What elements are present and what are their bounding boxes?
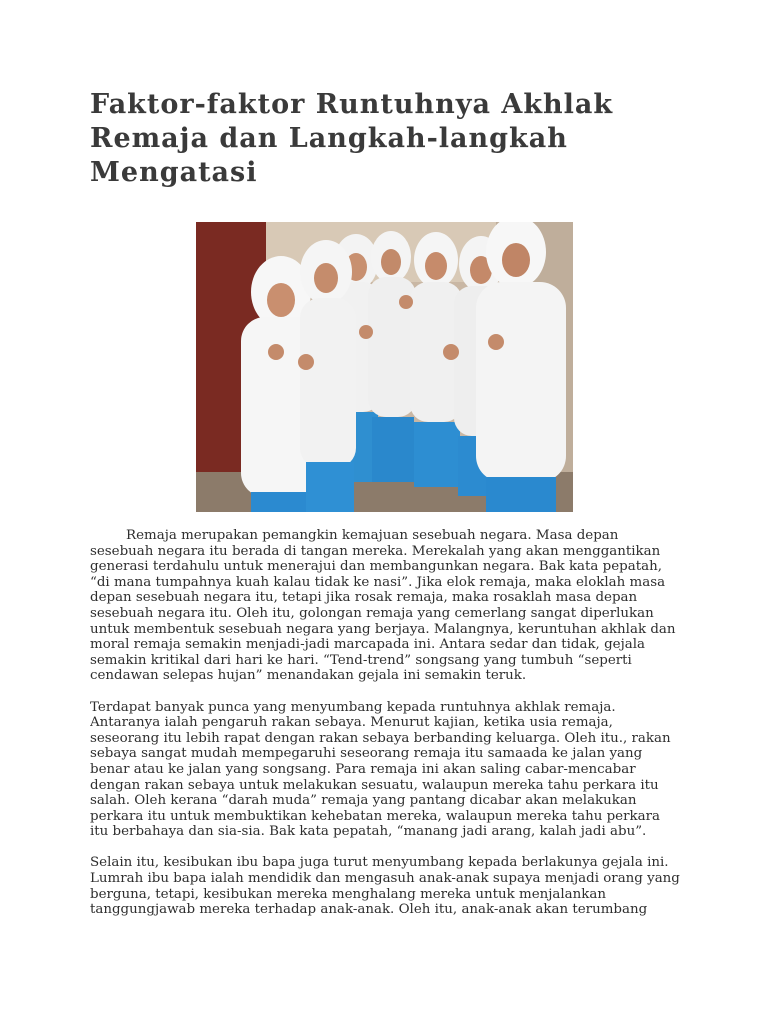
paragraph-3: Selain itu, kesibukan ibu bapa juga turut menyumbang kepada berlakunya gejala ini. Lumrah ibu bapa ialah mendidik dan mengasuh anak-anak supaya menjadi orang yang berguna, tetapi, kesibukan mereka menghalang mereka untuk menjalankan tanggungjawab mereka terhadap anak-anak. Oleh itu, anak-anak akan terumbang — [90, 855, 680, 916]
article-photo — [196, 222, 573, 512]
article-body — [90, 528, 680, 916]
paragraph-1: Remaja merupakan pemangkin kemajuan sesebuah negara. Masa depan sesebuah negara itu berada di tangan mereka. Merekalah yang akan menggantikan generasi terdahulu untuk menerajui dan membangunkan negara. Bak kata pepatah, “di mana tumpahnya kuah kalau tidak ke nasi”. Jika elok remaja, maka eloklah masa depan sesebuah negara itu, tetapi jika rosak remaja, maka rosaklah masa depan sesebuah negara itu. Oleh itu, golongan remaja yang cemerlang sangat diperlukan untuk membentuk sesebuah negara yang berjaya. Malangnya, keruntuhan akhlak dan moral remaja semakin menjadi-jadi marcapada ini. Antara sedar dan tidak, gejala semakin kritikal dari hari ke hari. “Tend-trend” songsang yang tumbuh “seperti cendawan selepas hujan” menandakan gejala ini semakin teruk. — [90, 528, 676, 684]
page-title: Faktor-faktor Runtuhnya Akhlak Remaja dan Langkah-langkah Mengatasi — [90, 89, 614, 188]
paragraph-2: Terdapat banyak punca yang menyumbang kepada runtuhnya akhlak remaja. Antaranya ialah pengaruh rakan sebaya. Menurut kajian, ketika usia remaja, seseorang itu lebih rapat dengan rakan sebaya berbanding keluarga. Oleh itu., rakan sebaya sangat mudah mempegaruhi seseorang remaja itu samaada ke jalan yang benar atau ke jalan yang songsang. Para remaja ini akan saling cabar-mencabar dengan rakan sebaya untuk melakukan sesuatu, walaupun mereka tahu perkara itu salah. Oleh kerana “darah muda” remaja yang pantang dicabar akan melakukan perkara itu untuk membuktikan kehebatan mereka, walaupun mereka tahu perkara itu berbahaya dan sia-sia. Bak kata pepatah, “manang jadi arang, kalah jadi abu”. — [90, 699, 671, 840]
photo-of-schoolgirls-icon — [196, 222, 573, 512]
